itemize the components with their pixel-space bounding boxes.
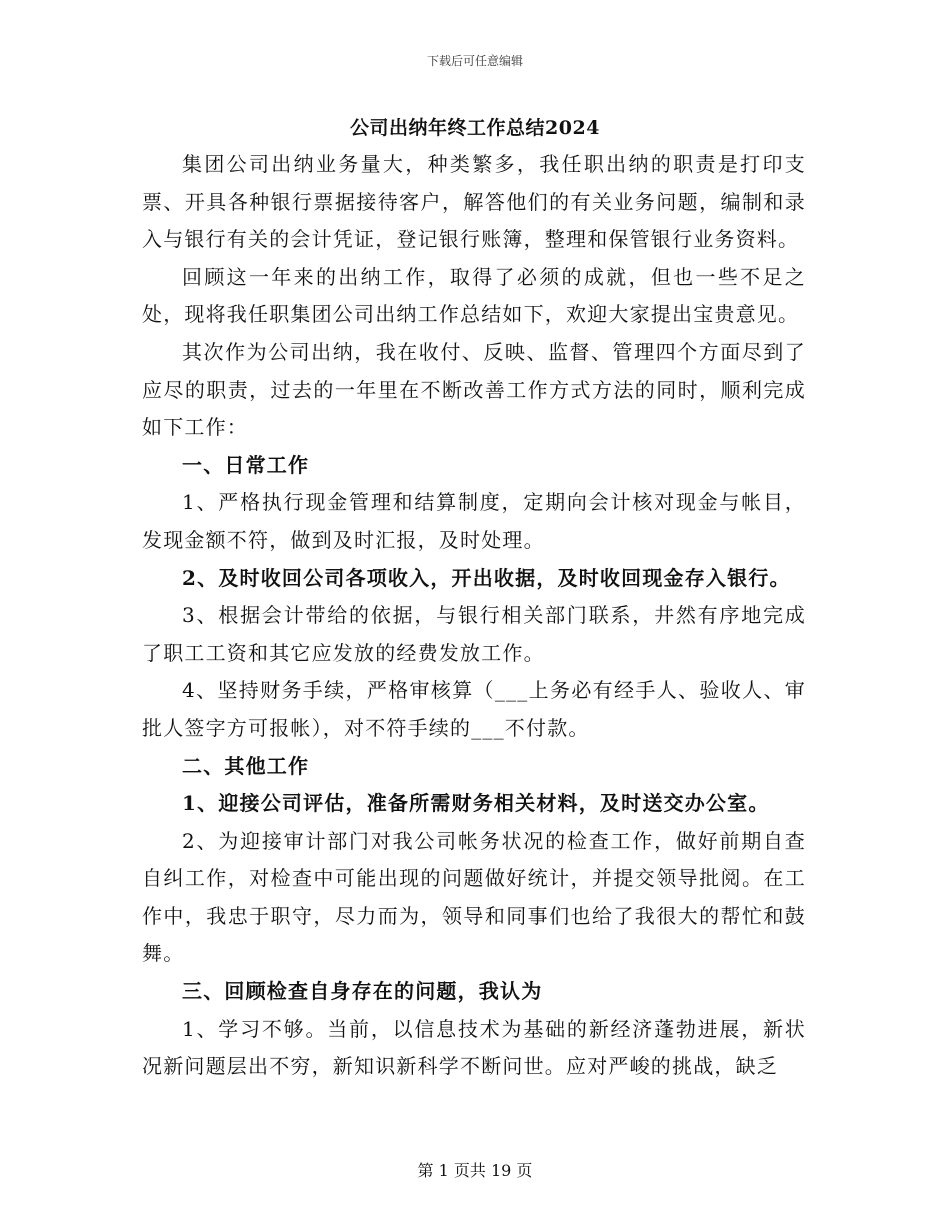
paragraph-daily-item-3: 3、根据会计带给的依据，与银行相关部门联系，井然有序地完成了职工工资和其它应发放的经费发放工作。 [142, 603, 806, 665]
page-number: 第 1 页共 19 页 [417, 1161, 533, 1180]
paragraph-daily-item-2: 2、及时收回公司各项收入，开出收据，及时收回现金存入银行。 [182, 565, 791, 590]
paragraph-daily-item-4: 4、坚持财务手续，严格审核算（___上务必有经手人、验收人、审批人签字方可报帐），对不符手续的___不付款。 [142, 678, 806, 740]
paragraph-problem-item-1: 1、学习不够。当前，以信息技术为基础的新经济蓬勃进展，新状况新问题层出不穷，新知识新科学不断问世。应对严峻的挑战，缺乏 [142, 1016, 806, 1079]
download-editable-note: 下载后可任意编辑 [426, 54, 523, 68]
section-heading-problems: 三、回顾检查自身存在的问题，我认为 [182, 979, 543, 1004]
paragraph-other-item-1: 1、迎接公司评估，准备所需财务相关材料，及时送交办公室。 [182, 791, 770, 816]
section-heading-daily-work: 一、日常工作 [182, 452, 310, 477]
section-heading-other-work: 二、其他工作 [182, 753, 310, 778]
paragraph-review: 回顾这一年来的出纳工作，取得了必须的成就，但也一些不足之处，现将我任职集团公司出纳工作总结如下，欢迎大家提出宝贵意见。 [142, 264, 806, 327]
paragraph-intro: 集团公司出纳业务量大，种类繁多，我任职出纳的职责是打印支票、开具各种银行票据接待客户，解答他们的有关业务问题，编制和录入与银行有关的会计凭证，登记银行账簿，整理和保管银行业务资料。 [142, 152, 806, 252]
paragraph-other-item-2: 2、为迎接审计部门对我公司帐务状况的检查工作，做好前期自查自纠工作，对检查中可能出现的问题做好统计，并提交领导批阅。在工作中，我忠于职守，尽力而为，领导和同事们也给了我很大的帮忙和鼓舞。 [142, 828, 806, 966]
document-body [142, 146, 806, 1086]
paragraph-duties: 其次作为公司出纳，我在收付、反映、监督、管理四个方面尽到了应尽的职责，过去的一年里在不断改善工作方式方法的同时，顺利完成如下工作： [142, 339, 806, 440]
document-title: 公司出纳年终工作总结2024 [350, 117, 600, 139]
paragraph-daily-item-1: 1、严格执行现金管理和结算制度，定期向会计核对现金与帐目，发现金额不符，做到及时汇报，及时处理。 [142, 490, 806, 552]
